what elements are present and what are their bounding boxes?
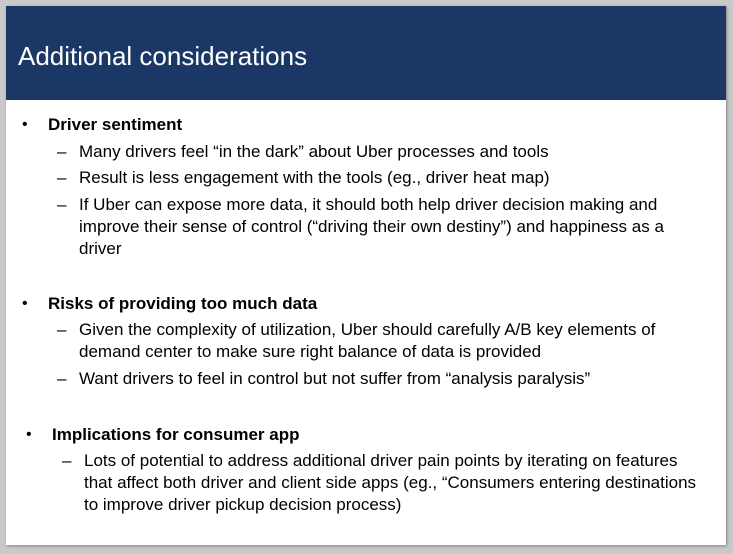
bullet-heading: Risks of providing too much data [48, 294, 318, 313]
sub-item-text: Given the complexity of utilization, Uber should carefully A/B key elements of demand center to make sure right balance of data is provided [79, 320, 656, 361]
slide-title: Additional considerations [18, 41, 308, 71]
sub-item-text: Lots of potential to address additional driver pain points by iterating on features that affect both driver and client side apps (eg., “Consumers entering destinations to improve driver pickup decision process) [84, 451, 697, 514]
bullet-dot: • [22, 116, 28, 133]
sub-item-text: Many drivers feel “in the dark” about Uber processes and tools [79, 142, 549, 161]
dash-marker: – [62, 451, 72, 470]
bullet-dot: • [26, 426, 32, 443]
sub-item-text: Want drivers to feel in control but not suffer from “analysis paralysis” [79, 369, 591, 388]
bullet-dot: • [22, 295, 28, 312]
dash-marker: – [57, 369, 67, 388]
slide-content [6, 6, 726, 545]
bullet-heading: Driver sentiment [48, 115, 183, 134]
dash-marker: – [57, 195, 67, 214]
slide [6, 6, 726, 545]
dash-marker: – [57, 320, 67, 339]
bullet-heading: Implications for consumer app [52, 425, 300, 444]
dash-marker: – [57, 168, 67, 187]
sub-item-text: Result is less engagement with the tools (eg., driver heat map) [79, 168, 550, 187]
sub-item-text: If Uber can expose more data, it should both help driver decision making and improve their sense of control (“driving their own destiny”) and happiness as a driver [79, 195, 664, 258]
dash-marker: – [57, 142, 67, 161]
